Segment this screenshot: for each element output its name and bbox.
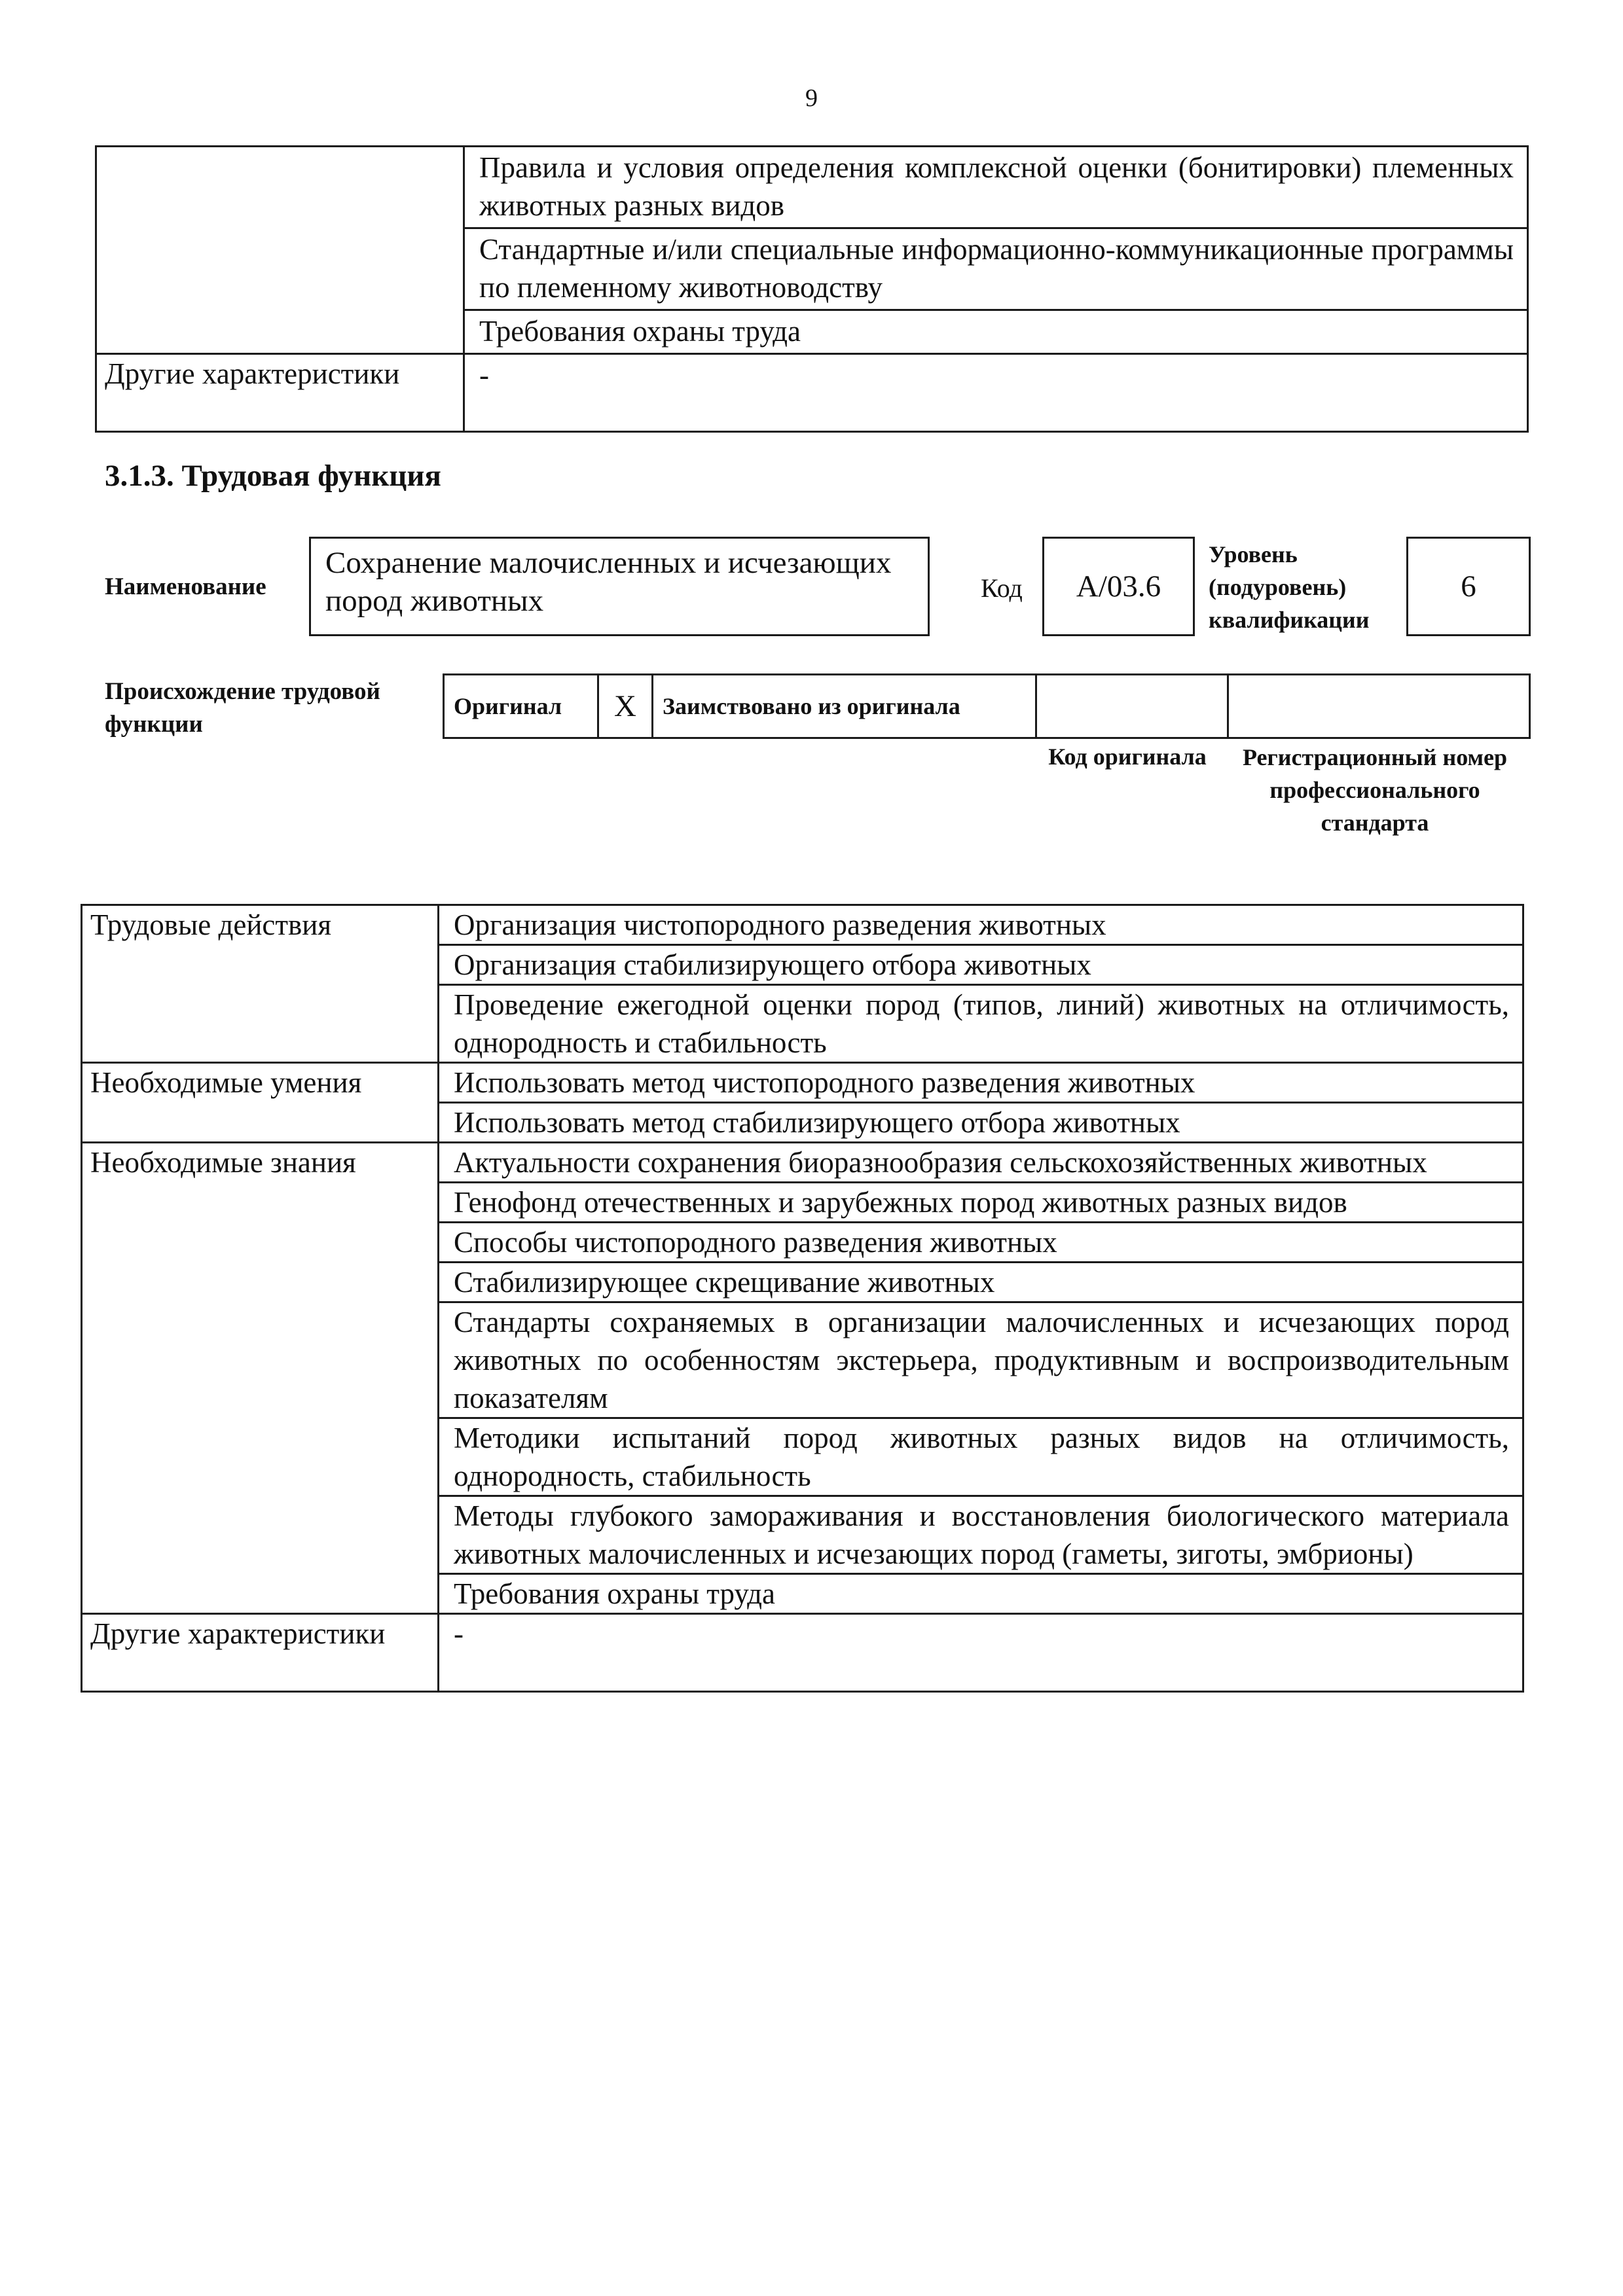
function-details-table (81, 904, 1524, 1693)
original-cell: Оригинал (444, 675, 598, 738)
section-heading: 3.1.3. Трудовая функция (105, 459, 441, 493)
knowledge-item: Методики испытаний пород животных разных видов на отличимость, однородность, стабильность (439, 1418, 1523, 1496)
original-code-cell (1036, 675, 1228, 738)
name-label: Наименование (105, 573, 266, 600)
skills-label: Необходимые умения (82, 1063, 439, 1143)
other-characteristics-label: Другие характеристики (96, 354, 464, 432)
level-label: Уровень (подуровень) квалификации (1209, 541, 1370, 633)
level-value-box: 6 (1406, 537, 1531, 636)
labor-action-item: Проведение ежегодной оценки пород (типов, линий) животных на отличимость, однородность и стабильность (439, 985, 1523, 1063)
original-code-caption: Код оригинала (1048, 744, 1207, 770)
reg-number-cell (1228, 675, 1530, 738)
original-mark: X (598, 675, 653, 738)
knowledge-label: Необходимые знания (82, 1143, 439, 1614)
knowledge-item: Актуальности сохранения биоразнообразия сельскохозяйственных животных (439, 1143, 1523, 1183)
other-characteristics-value: - (464, 354, 1528, 432)
continuation-table (95, 145, 1529, 433)
code-label: Код (981, 573, 1023, 603)
skill-item: Использовать метод стабилизирующего отбора животных (439, 1103, 1523, 1143)
labor-action-item: Организация стабилизирующего отбора животных (439, 945, 1523, 985)
labor-actions-label: Трудовые действия (82, 905, 439, 1063)
function-name-box: Сохранение малочисленных и исчезающих пород животных (309, 537, 930, 636)
origin-label: Происхождение трудовой функции (105, 678, 380, 738)
knowledge-item: Стандарты сохраняемых в организации малочисленных и исчезающих пород животных по особенностям экстерьера, продуктивным и воспроизводительным показателям (439, 1302, 1523, 1418)
borrowed-cell: Заимствовано из оригинала (653, 675, 1036, 738)
knowledge-item: Стабилизирующее скрещивание животных (439, 1263, 1523, 1302)
empty-label-cell (96, 147, 464, 354)
knowledge-item: Требования охраны труда (464, 310, 1528, 354)
page-number: 9 (805, 84, 818, 112)
labor-action-item: Организация чистопородного разведения животных (439, 905, 1523, 945)
reg-number-caption: Регистрационный номер профессионального стандарта (1242, 744, 1508, 836)
skill-item: Использовать метод чистопородного разведения животных (439, 1063, 1523, 1103)
other-characteristics-value: - (439, 1614, 1523, 1692)
knowledge-item: Способы чистопородного разведения животных (439, 1223, 1523, 1263)
knowledge-item: Правила и условия определения комплексной оценки (бонитировки) племенных животных разных видов (464, 147, 1528, 228)
knowledge-item: Методы глубокого замораживания и восстановления биологического материала животных малочисленных и исчезающих пород (гаметы, зиготы, эмбрионы) (439, 1496, 1523, 1574)
knowledge-item: Стандартные и/или специальные информационно-коммуникационные программы по племенному животноводству (464, 228, 1528, 310)
knowledge-item: Требования охраны труда (439, 1574, 1523, 1614)
other-characteristics-label: Другие характеристики (82, 1614, 439, 1692)
knowledge-item: Генофонд отечественных и зарубежных пород животных разных видов (439, 1183, 1523, 1223)
origin-table (443, 673, 1531, 739)
code-value-box: А/03.6 (1042, 537, 1195, 636)
